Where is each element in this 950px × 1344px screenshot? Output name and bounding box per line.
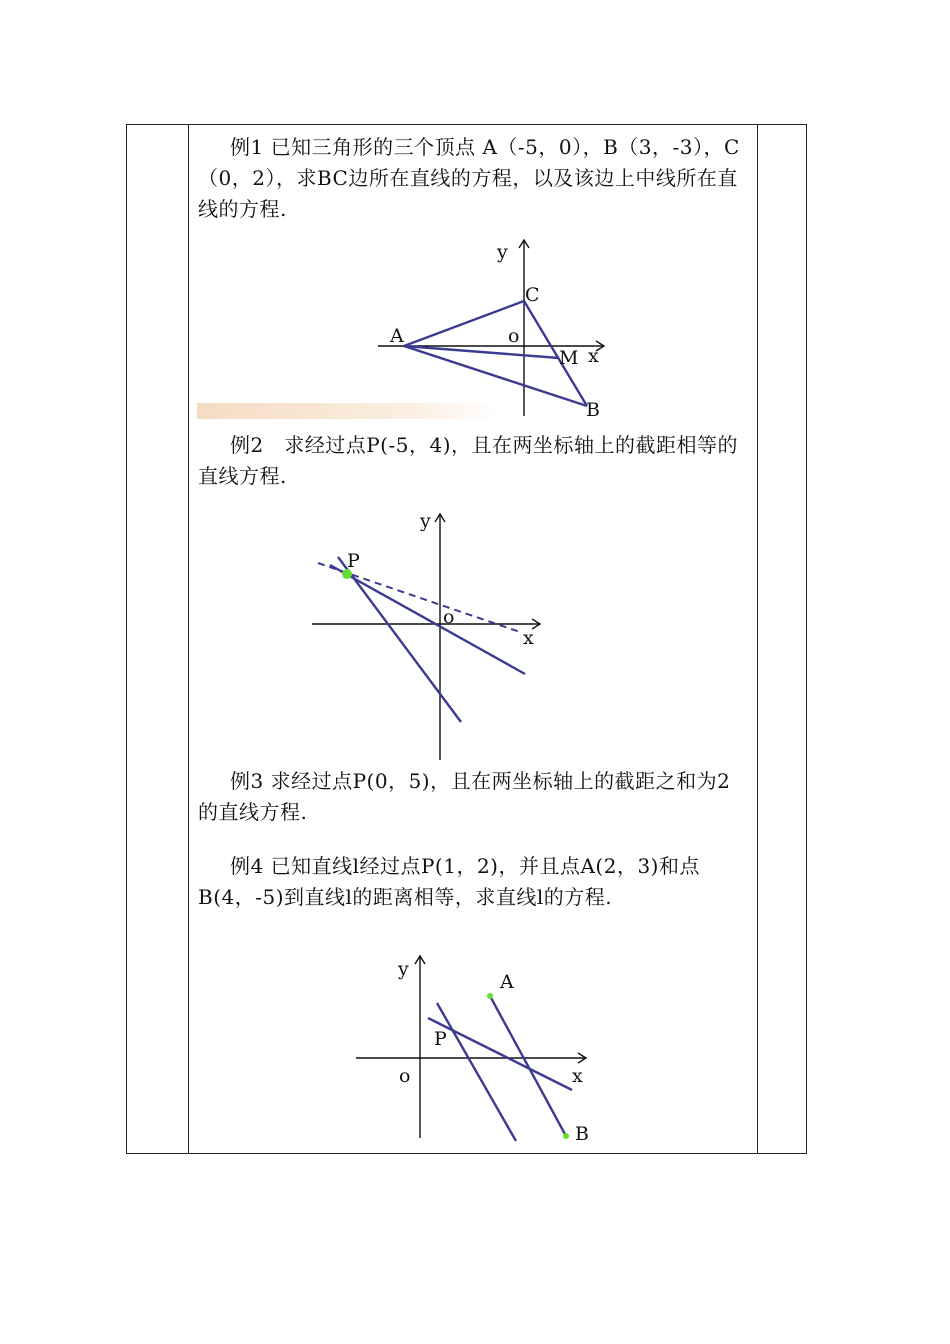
origin-label: o	[399, 1065, 411, 1087]
example-1-text: 例1 已知三角形的三个顶点 A（-5，0），B（3，-3），C（0，2），求BC边所在直线的方程，以及该边上中线所在直线的方程.	[198, 135, 740, 221]
axis-label-x: x	[588, 345, 599, 367]
point-label-B: B	[575, 1123, 589, 1145]
axis-label-x: x	[572, 1065, 583, 1087]
point-label-P: P	[347, 550, 360, 572]
axis-label-x: x	[523, 627, 534, 649]
example-3-text: 例3 求经过点P(0，5)，且在两坐标轴上的截距之和为2的直线方程.	[198, 769, 731, 824]
point-label-M: M	[559, 347, 579, 369]
point-label-C: C	[525, 284, 540, 306]
example-2-text: 例2 求经过点P(-5，4)，且在两坐标轴上的截距相等的直线方程.	[198, 433, 738, 488]
axis-label-y: y	[420, 510, 431, 532]
point-label-A: A	[390, 325, 404, 347]
point-label-B: B	[586, 399, 600, 421]
origin-label: o	[508, 325, 520, 347]
origin-label: o	[443, 606, 455, 628]
axis-label-y: y	[398, 958, 409, 980]
point-label-A: A	[500, 971, 514, 993]
point-B	[563, 1133, 569, 1139]
point-label-P: P	[434, 1028, 447, 1050]
example-4-text: 例4 已知直线l经过点P(1，2)，并且点A(2，3)和点 B(4，-5)到直线l的距离相等，求直线l的方程.	[198, 854, 700, 909]
point-A	[487, 993, 493, 999]
line-through-midpoint	[428, 1018, 572, 1090]
axis-label-y: y	[497, 241, 508, 263]
